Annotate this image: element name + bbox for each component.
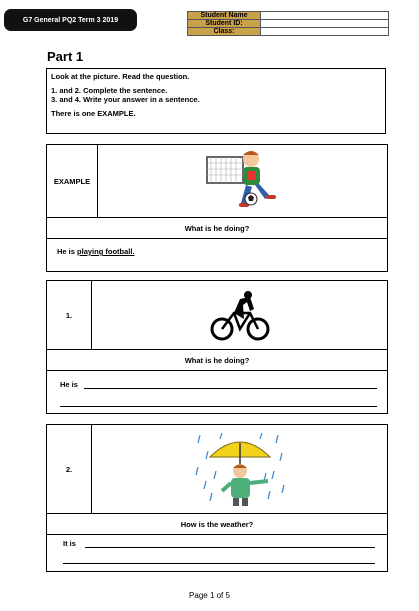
question-1-label: 1. bbox=[47, 281, 92, 349]
instruction-line: 3. and 4. Write your answer in a sentence. bbox=[51, 95, 200, 104]
question-2-label: 2. bbox=[47, 425, 92, 513]
football-icon bbox=[203, 147, 283, 215]
cyclist-icon bbox=[210, 289, 270, 341]
question-1-answer-prefix: He is bbox=[60, 380, 78, 389]
example-answer: playing football. bbox=[77, 247, 135, 256]
part-title: Part 1 bbox=[47, 49, 84, 64]
class-label: Class: bbox=[188, 28, 261, 36]
instructions-box bbox=[46, 68, 386, 134]
student-name-field[interactable] bbox=[261, 12, 389, 20]
class-field[interactable] bbox=[261, 28, 389, 36]
question-2-text: How is the weather? bbox=[47, 514, 387, 535]
example-box bbox=[46, 144, 388, 272]
answer-line[interactable] bbox=[60, 406, 377, 407]
document-tag: G7 General PQ2 Term 3 2019 bbox=[4, 9, 137, 31]
example-label: EXAMPLE bbox=[47, 145, 98, 217]
cyclist-image bbox=[92, 281, 387, 349]
answer-line[interactable] bbox=[63, 563, 375, 564]
question-1-text: What is he doing? bbox=[47, 350, 387, 371]
instruction-line: Look at the picture. Read the question. bbox=[51, 72, 190, 81]
instruction-line: 1. and 2. Complete the sentence. bbox=[51, 86, 168, 95]
answer-line[interactable] bbox=[84, 388, 377, 389]
student-info-table bbox=[187, 11, 389, 36]
football-player-image bbox=[98, 145, 387, 217]
student-id-field[interactable] bbox=[261, 20, 389, 28]
example-question: What is he doing? bbox=[47, 218, 387, 239]
page-number: Page 1 of 5 bbox=[189, 591, 230, 600]
rain-umbrella-image bbox=[92, 425, 387, 513]
instruction-line: There is one EXAMPLE. bbox=[51, 109, 136, 118]
student-name-label: Student Name bbox=[188, 12, 261, 20]
question-2-box bbox=[46, 424, 388, 572]
student-id-label: Student ID: bbox=[188, 20, 261, 28]
example-answer-prefix: He is bbox=[57, 247, 75, 256]
question-2-answer-prefix: It is bbox=[63, 539, 76, 548]
question-1-box bbox=[46, 280, 388, 414]
rain-umbrella-icon bbox=[192, 431, 288, 507]
answer-line[interactable] bbox=[85, 547, 375, 548]
